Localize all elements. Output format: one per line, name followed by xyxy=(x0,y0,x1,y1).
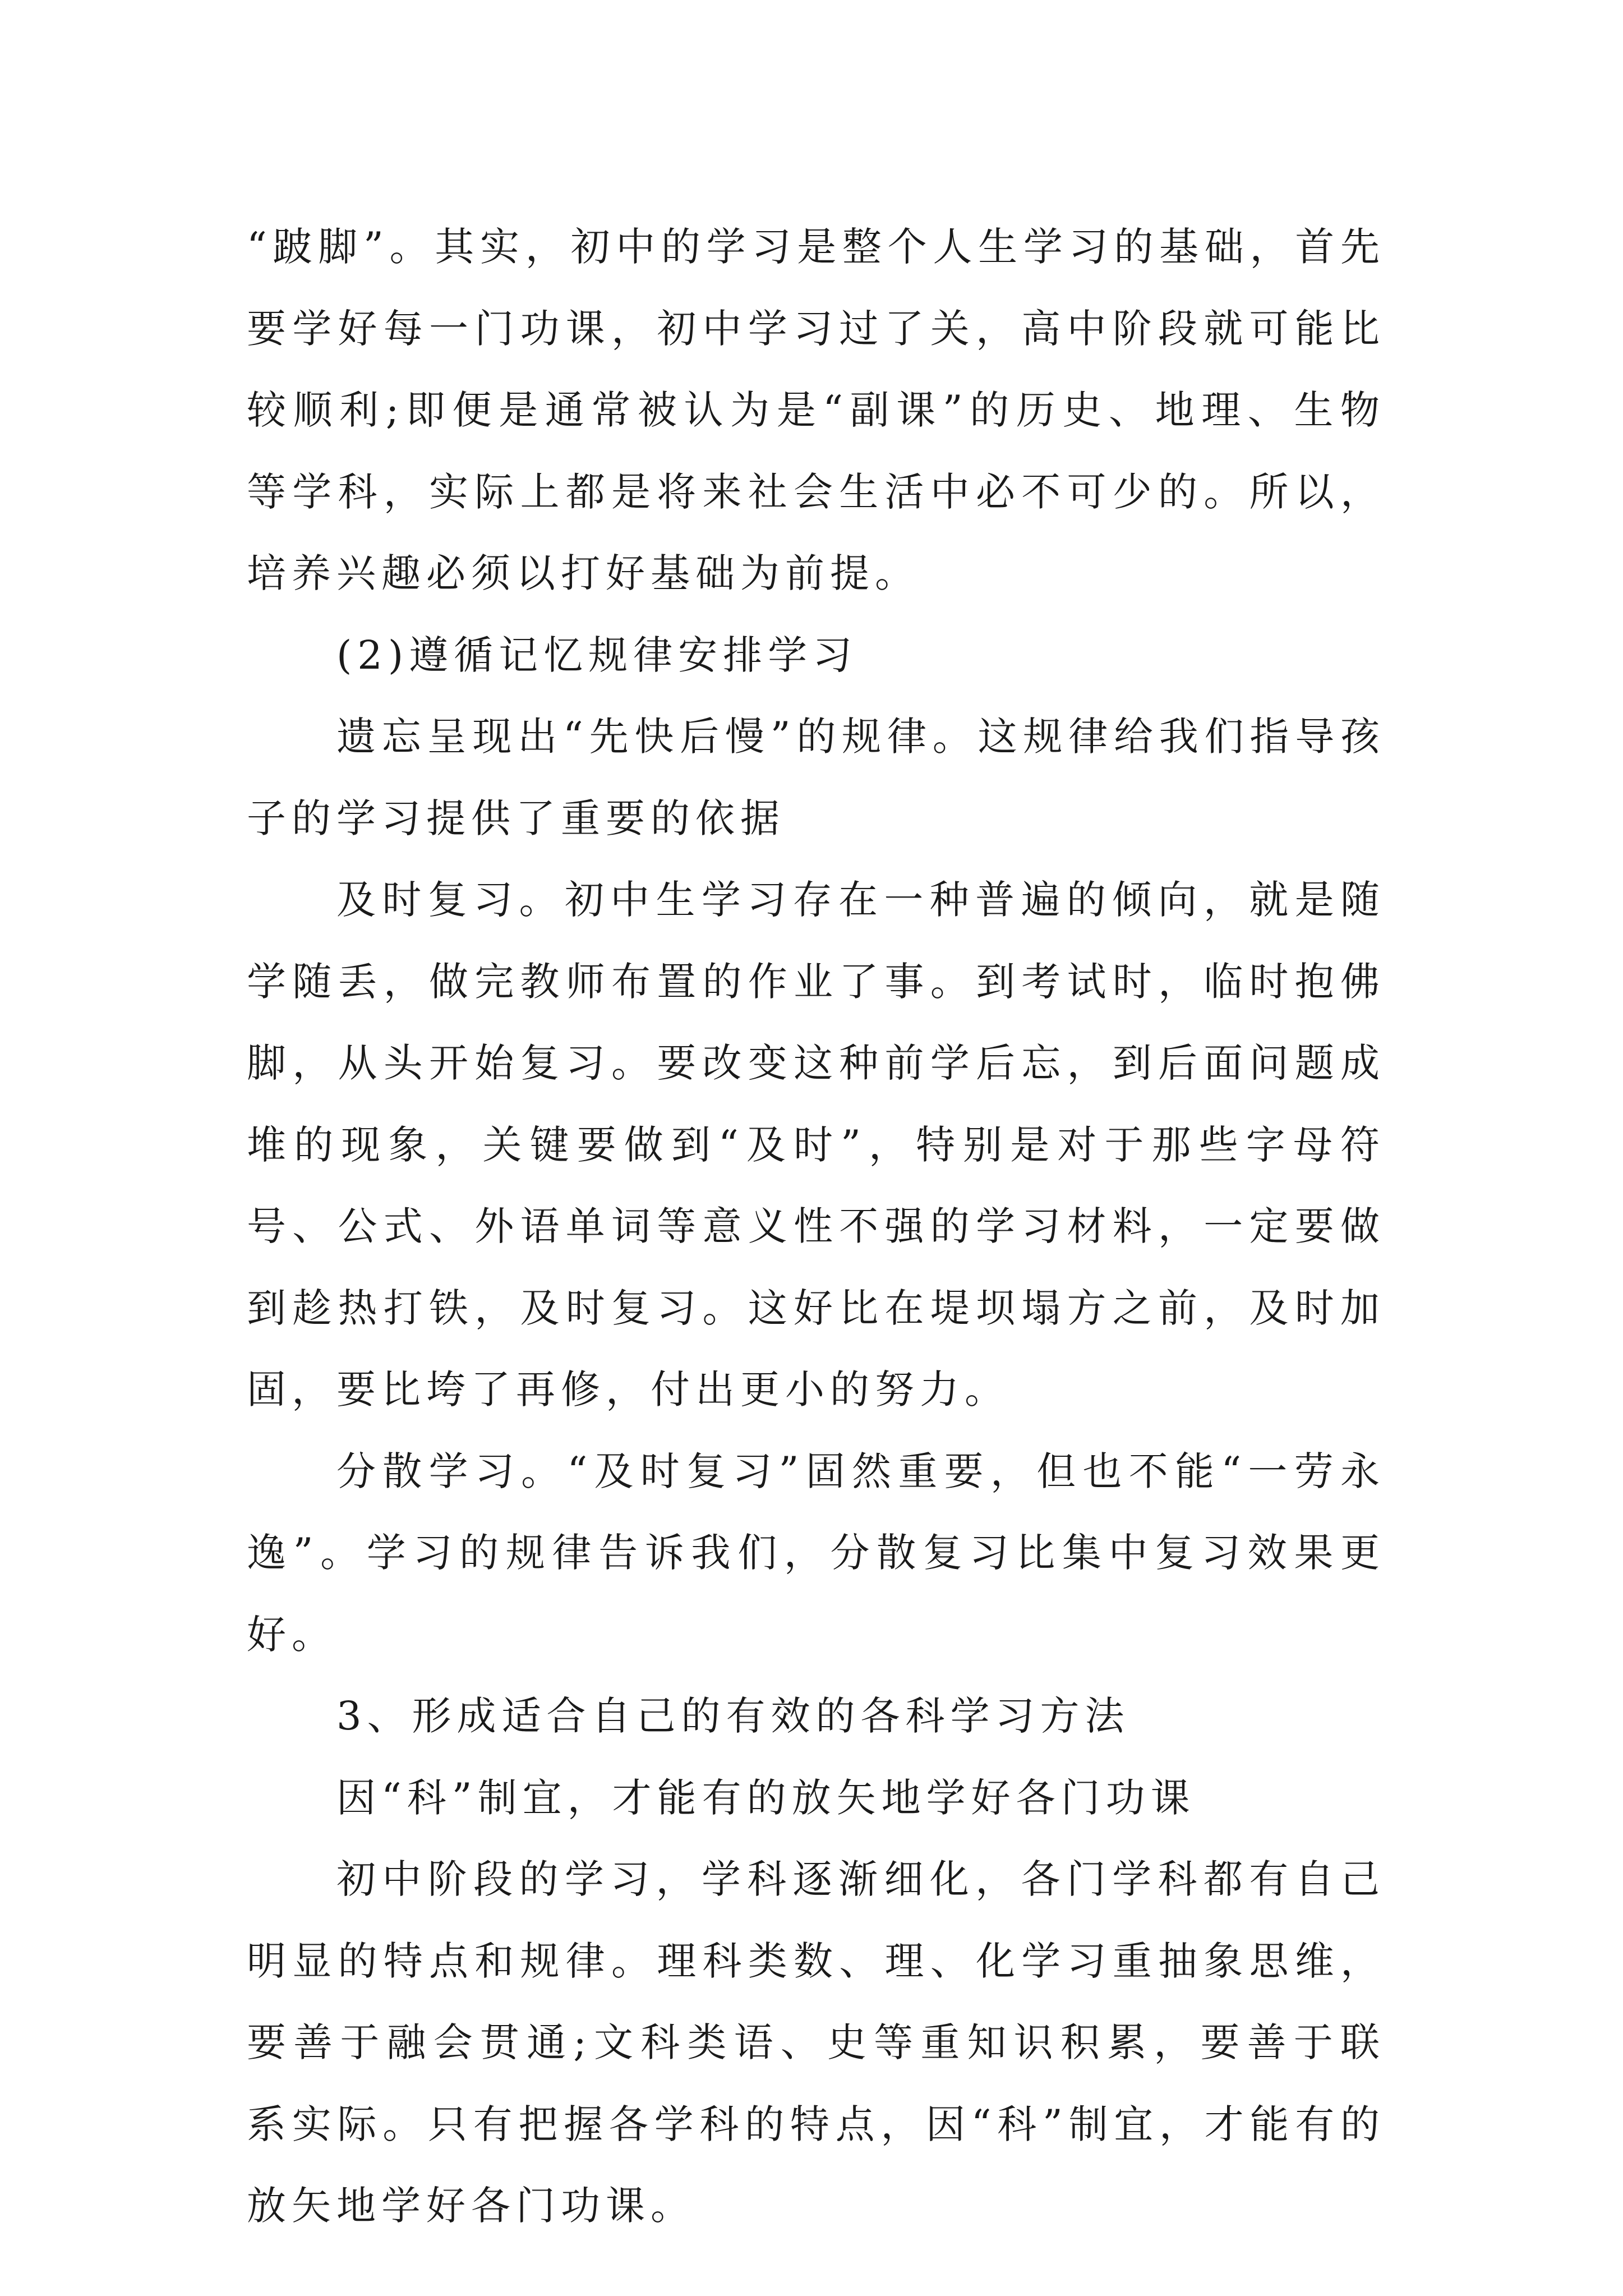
heading-subject-methods: 3、形成适合自己的有效的各科学习方法 xyxy=(336,1693,1130,1739)
paragraph-timely-review: 及时复习。初中生学习存在一种普遍的倾向，就是随学随丢，做完教师布置的作业了事。到考试时，临时抱佛脚，从头开始复习。要改变这种前学后忘，到后面问题成堆的现象，关键要做到“及时”，特别是对于那些字母符号、公式、外语单词等意义性不强的学习材料，一定要做到趁热打铁，及时复习。这好比在堤坝塌方之前，及时加固，要比垮了再修，付出更小的努力。 xyxy=(247,877,1385,1412)
subheading-subject-specific: 因“科”制宜，才能有的放矢地学好各门功课 xyxy=(336,1774,1196,1821)
document-body xyxy=(247,206,1385,2247)
paragraph-forgetting-curve: 遗忘呈现出“先快后慢”的规律。这规律给我们指导孩子的学习提供了重要的依据 xyxy=(247,714,1385,841)
paragraph-subject-characteristics: 初中阶段的学习，学科逐渐细化，各门学科都有自己明显的特点和规律。理科类数、理、化学习重抽象思维，要善于融会贯通;文科类语、史等重知识积累，要善于联系实际。只有把握各学科的特点，因“科”制宜，才能有的放矢地学好各门功课。 xyxy=(247,1856,1385,2229)
subheading-memory-rules: (2)遵循记忆规律安排学习 xyxy=(336,632,858,678)
paragraph-continuation: “跛脚”。其实，初中的学习是整个人生学习的基础，首先要学好每一门功课，初中学习过了关，高中阶段就可能比较顺利;即便是通常被认为是“副课”的历史、地理、生物等学科，实际上都是将来社会生活中必不可少的。所以，培养兴趣必须以打好基础为前提。 xyxy=(247,224,1385,596)
paragraph-distributed-learning: 分散学习。“及时复习”固然重要，但也不能“一劳永逸”。学习的规律告诉我们，分散复习比集中复习效果更好。 xyxy=(247,1448,1385,1658)
